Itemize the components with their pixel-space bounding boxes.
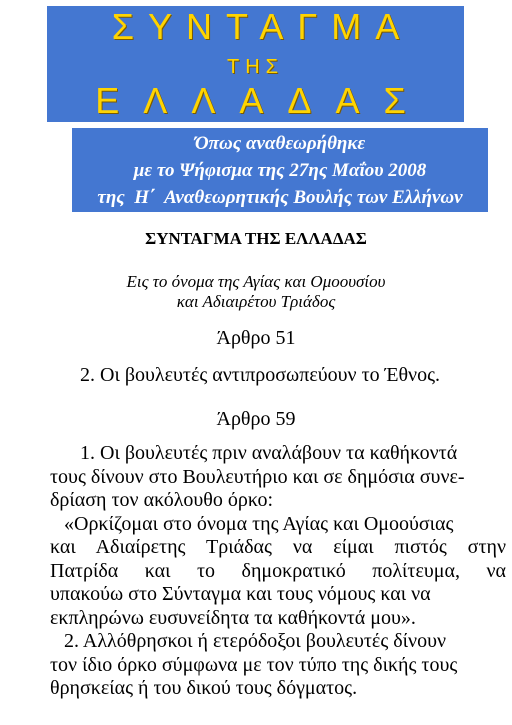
article-51-heading: Άρθρο 51 [216,327,296,349]
banner-title-line-1: ΣΥΝΤΑΓΜΑ [111,6,414,47]
article-59-line: 2. Αλλόθρησκοι ή ετερόδοξοι βουλευτές δίνουν [64,630,447,652]
title-banner [47,6,464,122]
article-59-line: 1. Οι βουλευτές πριν αναλάβουν τα καθήκοντά [80,442,458,464]
article-59-heading: Άρθρο 59 [216,408,296,430]
article-59-body [50,442,506,701]
banner-title-line-2: ΤΗΣ [226,56,285,78]
invocation [0,272,512,312]
revision-note-line-3: της Η΄ Αναθεωρητικής Βουλής των Ελλήνων [97,187,463,208]
banner-title-line-3: ΕΛΛΑΔΑΣ [95,80,430,121]
article-59-line: θρησκείας ή του δικού τους δόγματος. [50,677,358,699]
revision-note-box [72,128,488,212]
article-59-line: υπακούω στο Σύνταγμα και τους νόμους και να [50,583,431,605]
revision-note-line-1: Όπως αναθεωρήθηκε [194,133,366,154]
article-51-line: 2. Οι βουλευτές αντιπροσωπεύουν το Έθνος. [80,364,441,386]
article-59-line: «Ορκίζομαι στο όνομα της Αγίας και Ομοούσιας [64,512,454,535]
document-title: ΣΥΝΤΑΓΜΑ ΤΗΣ ΕΛΛΑΔΑΣ [145,229,367,248]
revision-note-line-2: με το Ψήφισμα της 27ης Μαΐου 2008 [133,160,427,181]
article-59-line: δρίαση τον ακόλουθο όρκο: [50,489,274,511]
article-59-line: και Αδιαίρετης Τριάδας να είμαι πιστός στην [50,536,506,558]
article-51-body [80,364,500,388]
invocation-line-1: Εις το όνομα της Αγίας και Ομοουσίου [126,272,386,291]
article-59-line: Πατρίδα και το δημοκρατικό πολίτευμα, να [50,559,506,582]
invocation-line-2: και Αδιαιρέτου Τριάδος [176,292,336,311]
article-59-line: εκπληρώνω ευσυνείδητα τα καθήκοντά μου». [50,606,416,629]
article-59-line: τον ίδιο όρκο σύμφωνα με τον τύπο της δικής τους [50,653,458,676]
article-59-line: τους δίνουν στο Βουλευτήριο και σε δημόσια συνε- [50,465,465,488]
